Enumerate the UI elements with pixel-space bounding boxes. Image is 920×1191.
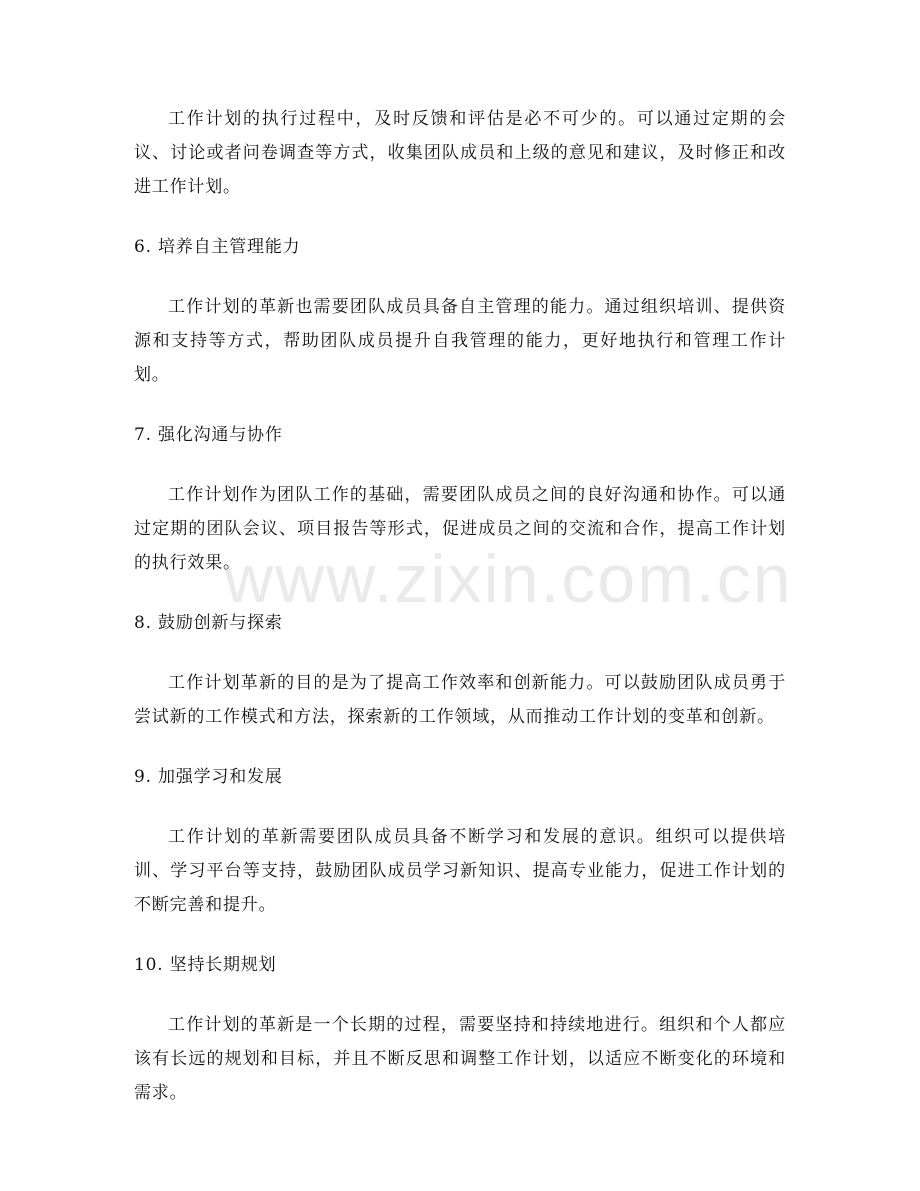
section-heading-6: 6. 培养自主管理能力 — [134, 237, 301, 257]
section-body-7: 工作计划作为团队工作的基础，需要团队成员之间的良好沟通和协作。可以通过定期的团队会议、项目报告等形式，促进成员之间的交流和合作，提高工作计划的执行效果。 — [134, 485, 786, 573]
section-body-8: 工作计划革新的目的是为了提高工作效率和创新能力。可以鼓励团队成员勇于尝试新的工作模式和方法，探索新的工作领域，从而推动工作计划的变革和创新。 — [134, 673, 786, 727]
intro-paragraph: 工作计划的执行过程中，及时反馈和评估是必不可少的。可以通过定期的会议、讨论或者问卷调查等方式，收集团队成员和上级的意见和建议，及时修正和改进工作计划。 — [134, 109, 786, 197]
section-heading-10: 10. 坚持长期规划 — [134, 955, 277, 975]
document-content — [134, 102, 786, 1136]
section-body-10: 工作计划的革新是一个长期的过程，需要坚持和持续地进行。组织和个人都应该有长远的规划和目标，并且不断反思和调整工作计划，以适应不断变化的环境和需求。 — [134, 1015, 786, 1103]
section-heading-8: 8. 鼓励创新与探索 — [134, 613, 283, 633]
section-body-9: 工作计划的革新需要团队成员具备不断学习和发展的意识。组织可以提供培训、学习平台等支持，鼓励团队成员学习新知识、提高专业能力，促进工作计划的不断完善和提升。 — [134, 827, 786, 915]
section-body-6: 工作计划的革新也需要团队成员具备自主管理的能力。通过组织培训、提供资源和支持等方式，帮助团队成员提升自我管理的能力，更好地执行和管理工作计划。 — [134, 297, 786, 385]
section-heading-9: 9. 加强学习和发展 — [134, 767, 283, 787]
watermark-text: www.zixin.com.cn — [224, 541, 793, 617]
section-heading-7: 7. 强化沟通与协作 — [134, 425, 283, 445]
